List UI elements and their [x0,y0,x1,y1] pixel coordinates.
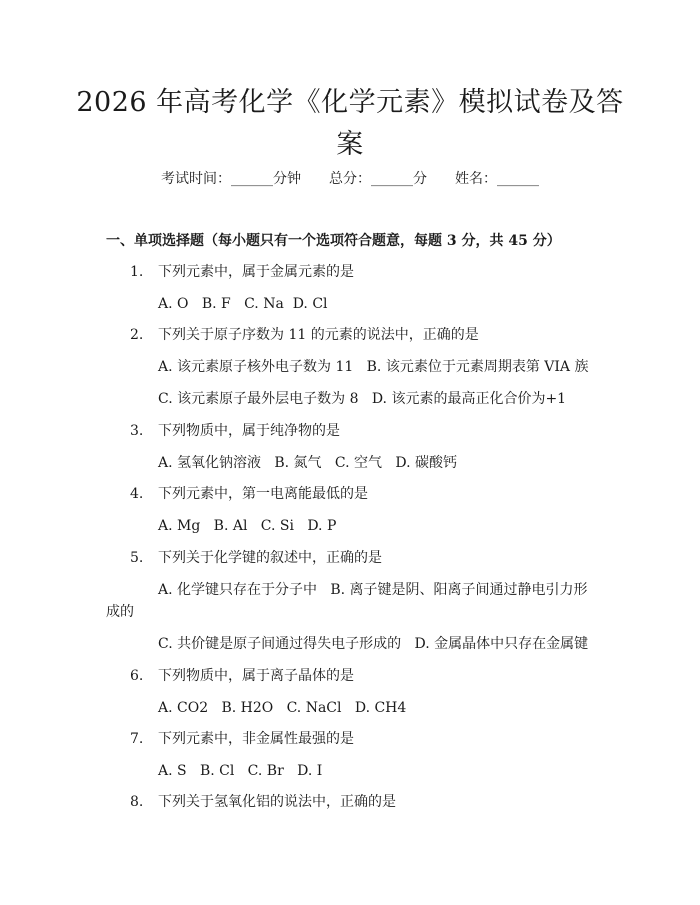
question-stem: 下列元素中，第一电离能最低的是 [158,486,368,502]
question-options: A. 该元素原子核外电子数为 11 B. 该元素位于元素周期表第 VIA 族 [158,359,589,375]
question-options: A. O B. F C. Na D. Cl [158,296,328,312]
question-number: 5. [130,550,144,566]
question-number: 7. [130,731,144,747]
question-number: 8. [130,794,144,810]
question-stem: 下列物质中，属于纯净物的是 [158,423,340,439]
student-name-field: 姓名：______ [455,171,539,187]
question-options: A. S B. Cl C. Br D. I [158,763,323,779]
question-options: A. 氢氧化钠溶液 B. 氮气 C. 空气 D. 碳酸钙 [158,455,457,471]
question-number: 2. [130,327,144,343]
question-stem: 下列物质中，属于离子晶体的是 [158,668,354,684]
question-options-wrap: 成的 [106,604,134,620]
question-stem: 下列关于原子序数为 11 的元素的说法中，正确的是 [158,327,479,343]
question-number: 1. [130,264,144,280]
question-options: C. 该元素原子最外层电子数为 8 D. 该元素的最高正化合价为+1 [158,391,567,407]
exam-time-field: 考试时间：______分钟 [161,171,301,187]
exam-title-line1: 2026 年高考化学《化学元素》模拟试卷及答 [76,87,624,118]
question-options: C. 共价键是原子间通过得失电子形成的 D. 金属晶体中只存在金属键 [158,636,589,652]
question-stem: 下列关于氢氧化铝的说法中，正确的是 [158,794,396,810]
question-stem: 下列关于化学键的叙述中，正确的是 [158,550,382,566]
question-stem: 下列元素中，非金属性最强的是 [158,731,354,747]
section-heading: 一、单项选择题（每小题只有一个选项符合题意，每题 3 分，共 45 分） [106,233,561,249]
question-stem: 下列元素中，属于金属元素的是 [158,264,354,280]
question-number: 6. [130,668,144,684]
question-options: A. CO2 B. H2O C. NaCl D. CH4 [158,700,407,716]
question-number: 4. [130,486,144,502]
question-number: 3. [130,423,144,439]
exam-info-line [0,169,700,189]
exam-title [60,82,640,166]
exam-title-line2: 案 [336,129,364,160]
total-score-field: 总分：______分 [329,171,427,187]
question-options: A. Mg B. Al C. Si D. P [158,518,337,534]
question-options: A. 化学键只存在于分子中 B. 离子键是阴、阳离子间通过静电引力形 [158,582,588,598]
